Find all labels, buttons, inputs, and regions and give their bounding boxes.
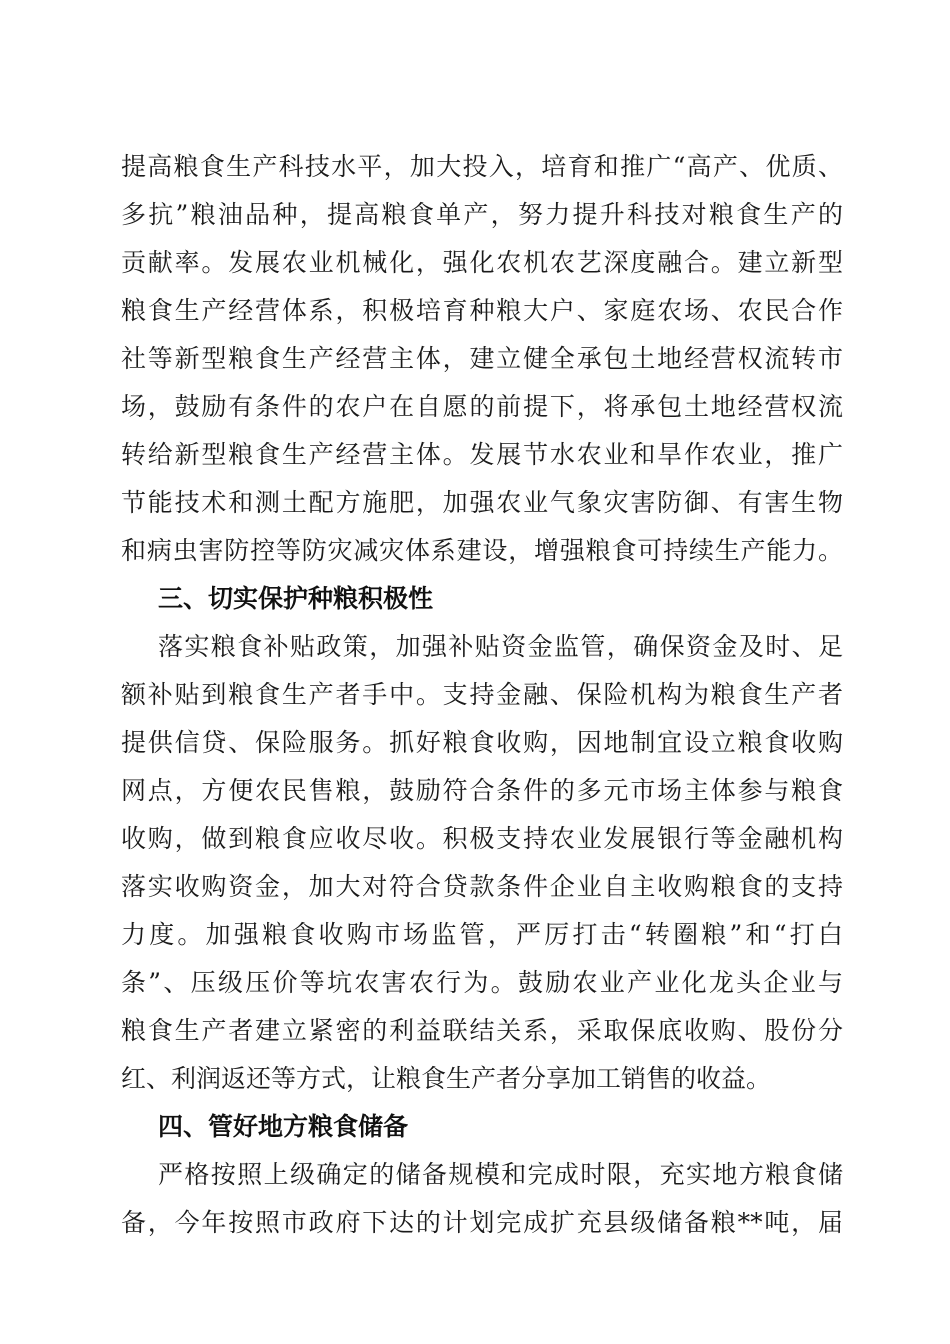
text-line: 严格按照上级确定的储备规模和完成时限，充实地方粮食储 [158,1160,843,1189]
section-heading-3: 三、切实保护种粮积极性 [158,584,434,613]
text-line: 红、利润返还等方式，让粮食生产者分享加工销售的收益。 [121,1064,772,1093]
text-line: 额补贴到粮食生产者手中。支持金融、保险机构为粮食生产者 [121,680,843,709]
text-line: 收购，做到粮食应收尽收。积极支持农业发展银行等金融机构 [121,824,843,853]
text-line: 社等新型粮食生产经营主体，建立健全承包土地经营权流转市 [121,344,843,373]
text-line: 落实粮食补贴政策，加强补贴资金监管，确保资金及时、足 [158,632,843,661]
text-line: 贡献率。发展农业机械化，强化农机农艺深度融合。建立新型 [121,248,843,277]
text-line: 力度。加强粮食收购市场监管，严厉打击“转圈粮”和“打白 [121,920,843,949]
text-line: 网点，方便农民售粮，鼓励符合条件的多元市场主体参与粮食 [121,776,843,805]
text-line: 备，今年按照市政府下达的计划完成扩充县级储备粮**吨，届 [121,1208,843,1237]
text-line: 多抗”粮油品种，提高粮食单产，努力提升科技对粮食生产的 [121,200,843,229]
text-line: 转给新型粮食生产经营主体。发展节水农业和旱作农业，推广 [121,440,843,469]
text-line: 落实收购资金，加大对符合贷款条件企业自主收购粮食的支持 [121,872,843,901]
text-line: 提高粮食生产科技水平，加大投入，培育和推广“高产、优质、 [121,152,843,181]
text-line: 提供信贷、保险服务。抓好粮食收购，因地制宜设立粮食收购 [121,728,843,757]
section-heading-4: 四、管好地方粮食储备 [158,1112,409,1141]
text-line: 粮食生产经营体系，积极培育种粮大户、家庭农场、农民合作 [121,296,843,325]
text-line: 粮食生产者建立紧密的利益联结关系，采取保底收购、股份分 [121,1016,843,1045]
text-line: 条”、压级压价等坑农害农行为。鼓励农业产业化龙头企业与 [121,968,843,997]
text-line: 节能技术和测土配方施肥，加强农业气象灾害防御、有害生物 [121,488,843,517]
text-line: 和病虫害防控等防灾减灾体系建设，增强粮食可持续生产能力。 [121,536,843,565]
text-line: 场，鼓励有条件的农户在自愿的前提下，将承包土地经营权流 [121,392,843,421]
